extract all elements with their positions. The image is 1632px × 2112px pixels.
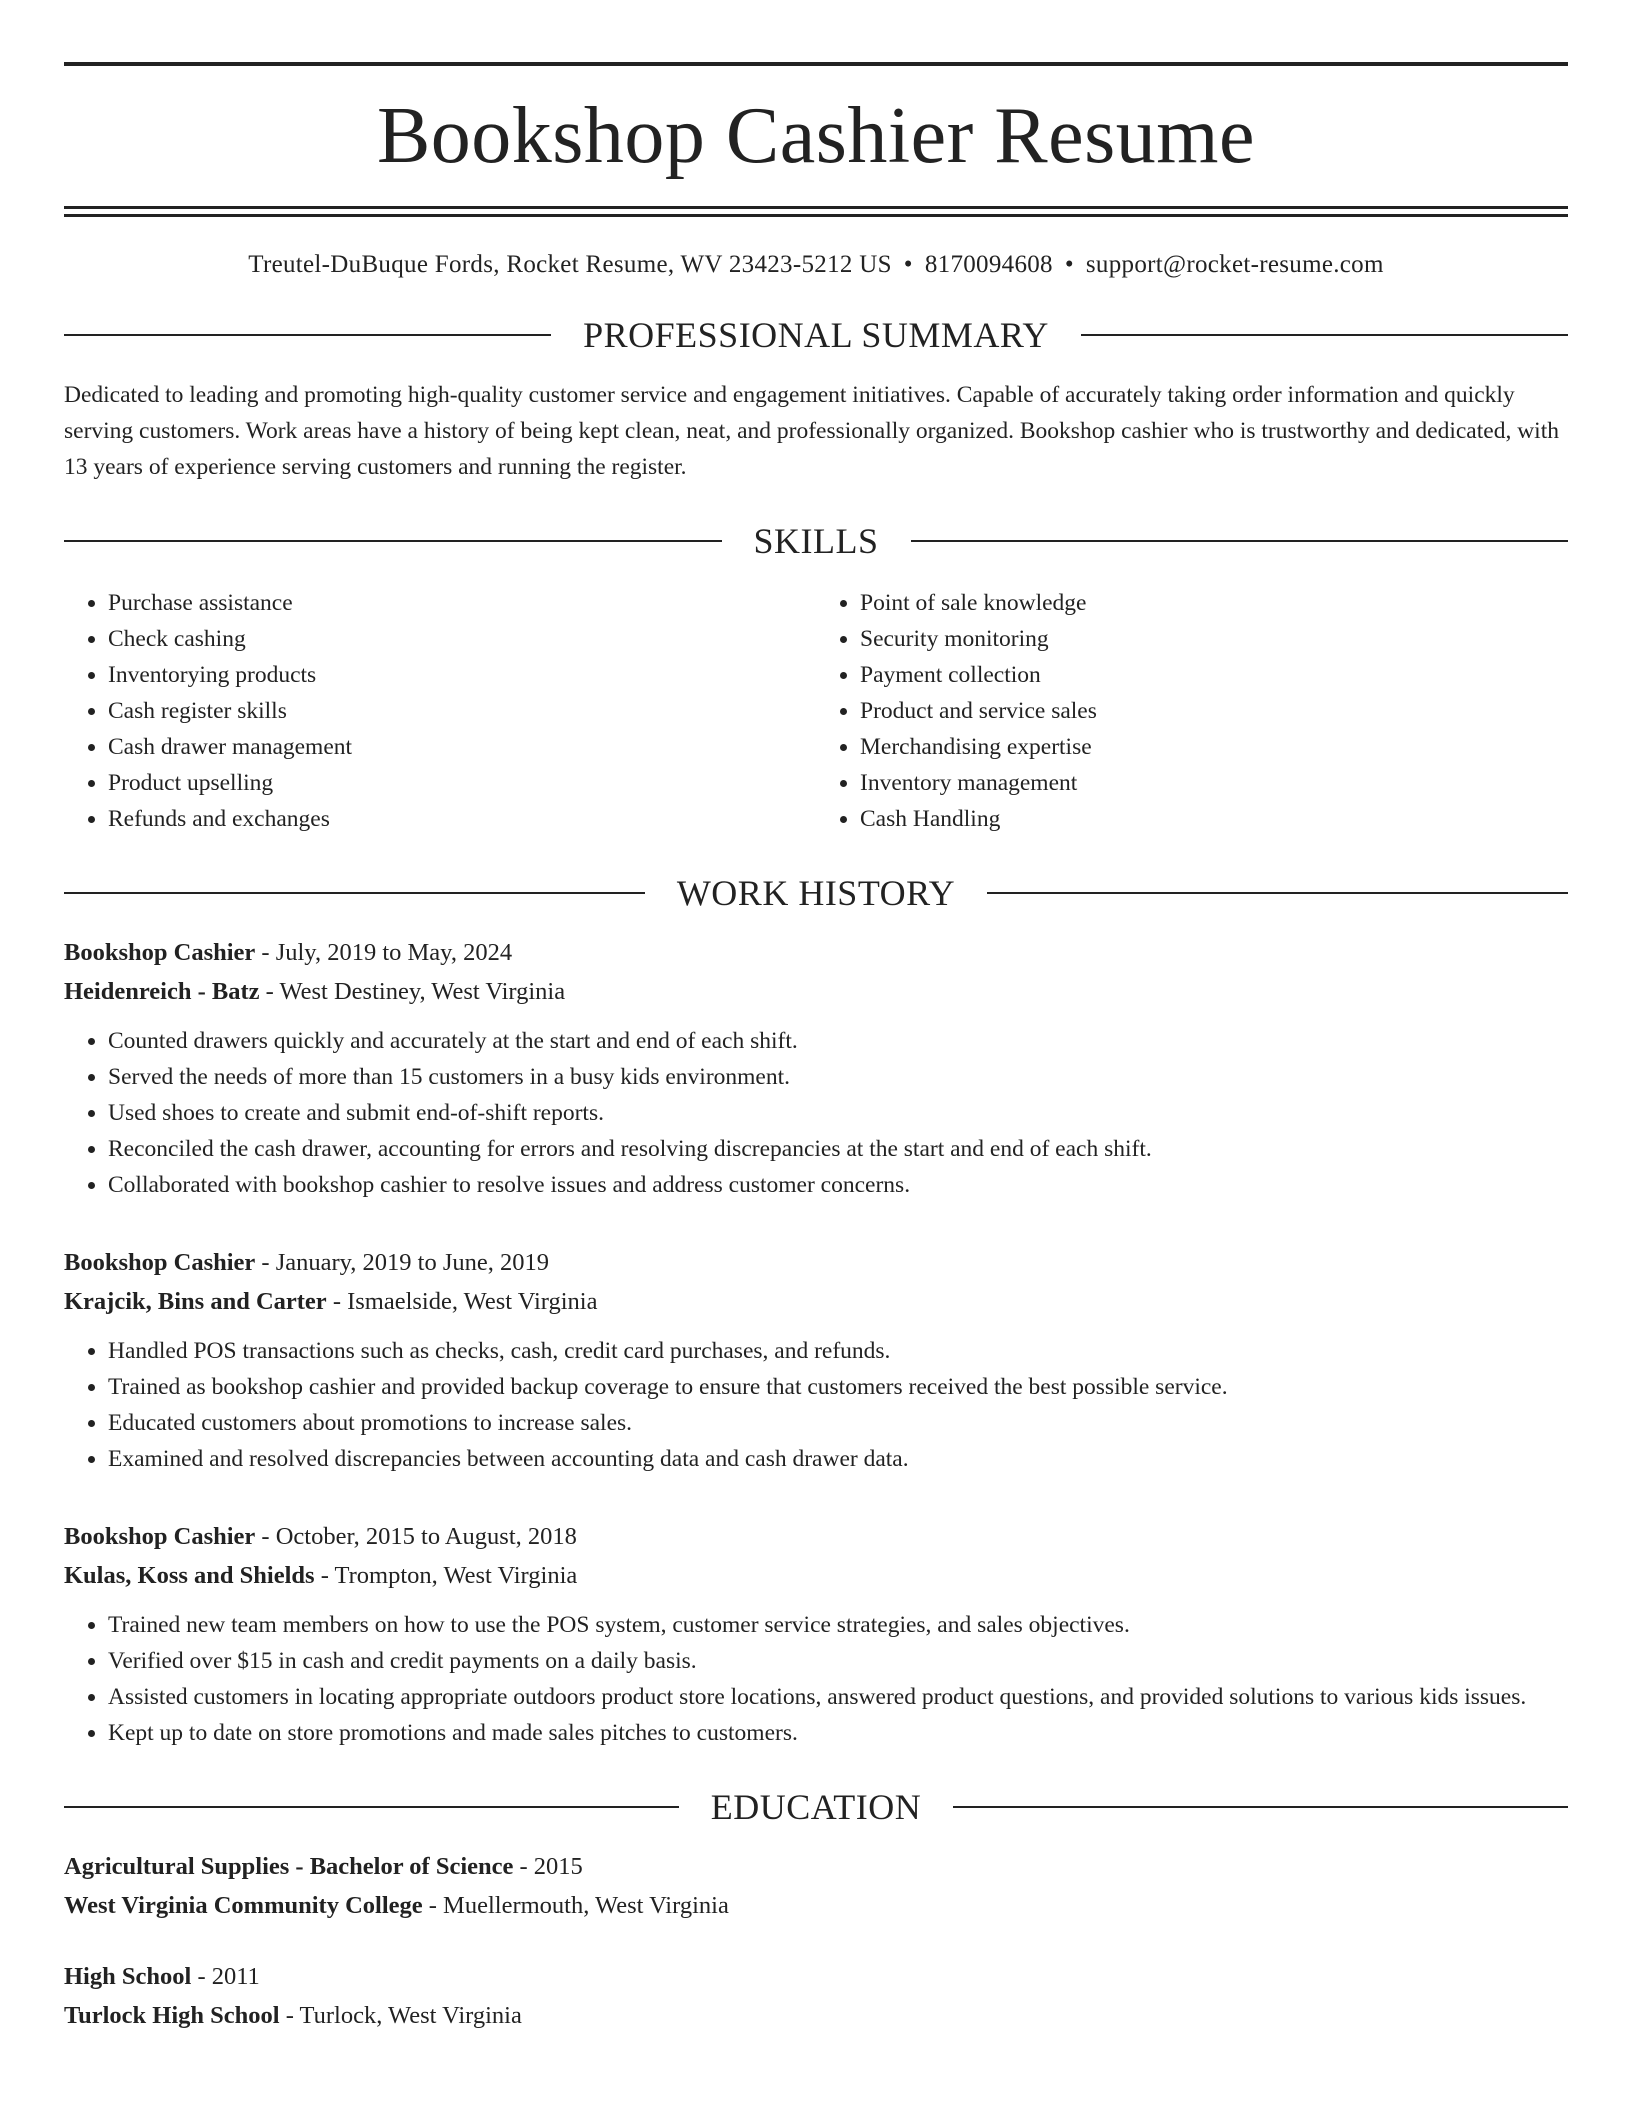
contact-email: support@rocket-resume.com (1085, 251, 1384, 278)
skill-item: • Purchase assistance (108, 585, 816, 621)
job-dates: - July, 2019 to May, 2024 (255, 939, 513, 966)
job-bullet: • Trained as bookshop cashier and provided backup coverage to ensure that customers received the best possible service. (108, 1369, 1568, 1405)
skill-item: • Payment collection (860, 657, 1568, 693)
job-bullet: • Reconciled the cash drawer, accounting for errors and resolving discrepancies at the start and end of each shift. (108, 1131, 1568, 1167)
skill-item: • Product and service sales (860, 693, 1568, 729)
contact-address: Treutel-DuBuque Fords, Rocket Resume, WV 23423-5212 US (248, 251, 892, 278)
summary-text: Dedicated to leading and promoting high-quality customer service and engagement initiatives. Capable of accurately taking order information and quickly serving customers. Work areas have a history of being kept clean, neat, and professionally organized. Bookshop cashier who is trustworthy and dedicated, with 13 years of experience serving customers and running the register. (64, 382, 1559, 480)
education-year: - 2015 (513, 1853, 583, 1880)
education-school: West Virginia Community College (64, 1892, 423, 1919)
job-dates: - January, 2019 to June, 2019 (255, 1249, 550, 1276)
section-heading-skills (64, 523, 1568, 559)
section-heading-summary (64, 317, 1568, 353)
job-title-line (64, 1517, 1568, 1556)
job-bullet: • Handled POS transactions such as checks, cash, credit card purchases, and refunds. (108, 1333, 1568, 1369)
job-company-line (64, 1556, 1568, 1595)
section-heading-education (64, 1789, 1568, 1825)
job-company: Kulas, Koss and Shields (64, 1562, 315, 1589)
skill-item: • Product upselling (108, 765, 816, 801)
job-company-line (64, 1282, 1568, 1321)
job-bullet: • Counted drawers quickly and accurately at the start and end of each shift. (108, 1023, 1568, 1059)
job-entry (64, 1243, 1568, 1477)
skill-item: • Cash Handling (860, 801, 1568, 837)
resume-title: Bookshop Cashier Resume (376, 92, 1256, 180)
job-bullets (64, 1023, 1568, 1203)
skill-item: • Inventorying products (108, 657, 816, 693)
skill-item: • Check cashing (108, 621, 816, 657)
job-location: - Trompton, West Virginia (314, 1562, 578, 1589)
summary-heading: PROFESSIONAL SUMMARY (583, 315, 1049, 355)
top-rule (64, 62, 1568, 66)
job-title: Bookshop Cashier (64, 1249, 256, 1276)
education-degree: Agricultural Supplies - Bachelor of Science (64, 1853, 514, 1880)
job-bullet: • Trained new team members on how to use the POS system, customer service strategies, and sales objectives. (108, 1607, 1568, 1643)
job-bullet: • Verified over $15 in cash and credit payments on a daily basis. (108, 1643, 1568, 1679)
job-title: Bookshop Cashier (64, 1523, 256, 1550)
skills-column-left (64, 585, 816, 837)
education-degree-line (64, 1847, 1568, 1886)
contact-line (64, 251, 1568, 279)
contact-separator: • (1064, 251, 1074, 278)
education-year: - 2011 (191, 1963, 260, 1990)
job-title-line (64, 933, 1568, 972)
job-entry (64, 1517, 1568, 1751)
job-bullet: • Examined and resolved discrepancies between accounting data and cash drawer data. (108, 1441, 1568, 1477)
education-location: - Muellermouth, West Virginia (422, 1892, 729, 1919)
job-bullet: • Kept up to date on store promotions and made sales pitches to customers. (108, 1715, 1568, 1751)
contact-phone: 8170094608 (924, 251, 1053, 278)
skill-item: • Inventory management (860, 765, 1568, 801)
skills-list (64, 585, 1568, 837)
job-bullet: • Collaborated with bookshop cashier to resolve issues and address customer concerns. (108, 1167, 1568, 1203)
skill-item: • Security monitoring (860, 621, 1568, 657)
education-school-line (64, 1886, 1568, 1925)
job-dates: - October, 2015 to August, 2018 (255, 1523, 577, 1550)
job-bullet: • Assisted customers in locating appropriate outdoors product store locations, answered product questions, and provided solutions to various kids issues. (108, 1679, 1568, 1715)
education-school: Turlock High School (64, 2002, 280, 2029)
education-school-line (64, 1996, 1568, 2035)
job-bullets (64, 1607, 1568, 1751)
job-bullet: • Used shoes to create and submit end-of-shift reports. (108, 1095, 1568, 1131)
skill-item: • Merchandising expertise (860, 729, 1568, 765)
job-location: - Ismaelside, West Virginia (326, 1288, 598, 1315)
job-title-line (64, 1243, 1568, 1282)
job-company-line (64, 972, 1568, 1011)
education-degree: High School (64, 1963, 192, 1990)
education-heading: EDUCATION (710, 1787, 922, 1827)
work-heading: WORK HISTORY (676, 873, 956, 913)
job-bullet: • Educated customers about promotions to increase sales. (108, 1405, 1568, 1441)
skill-item: • Cash register skills (108, 693, 816, 729)
job-entry (64, 933, 1568, 1203)
job-company: Heidenreich - Batz (64, 978, 260, 1005)
education-degree-line (64, 1957, 1568, 1996)
job-title: Bookshop Cashier (64, 939, 256, 966)
job-bullet: • Served the needs of more than 15 customers in a busy kids environment. (108, 1059, 1568, 1095)
skill-item: • Refunds and exchanges (108, 801, 816, 837)
contact-separator: • (903, 251, 913, 278)
skills-column-right (816, 585, 1568, 837)
skills-heading: SKILLS (753, 521, 879, 561)
title-double-rule (64, 206, 1568, 217)
education-location: - Turlock, West Virginia (279, 2002, 522, 2029)
job-location: - West Destiney, West Virginia (259, 978, 566, 1005)
education-entry (64, 1847, 1568, 1925)
section-heading-work (64, 875, 1568, 911)
job-company: Krajcik, Bins and Carter (64, 1288, 327, 1315)
skill-item: • Point of sale knowledge (860, 585, 1568, 621)
job-bullets (64, 1333, 1568, 1477)
education-entry (64, 1957, 1568, 2035)
skill-item: • Cash drawer management (108, 729, 816, 765)
